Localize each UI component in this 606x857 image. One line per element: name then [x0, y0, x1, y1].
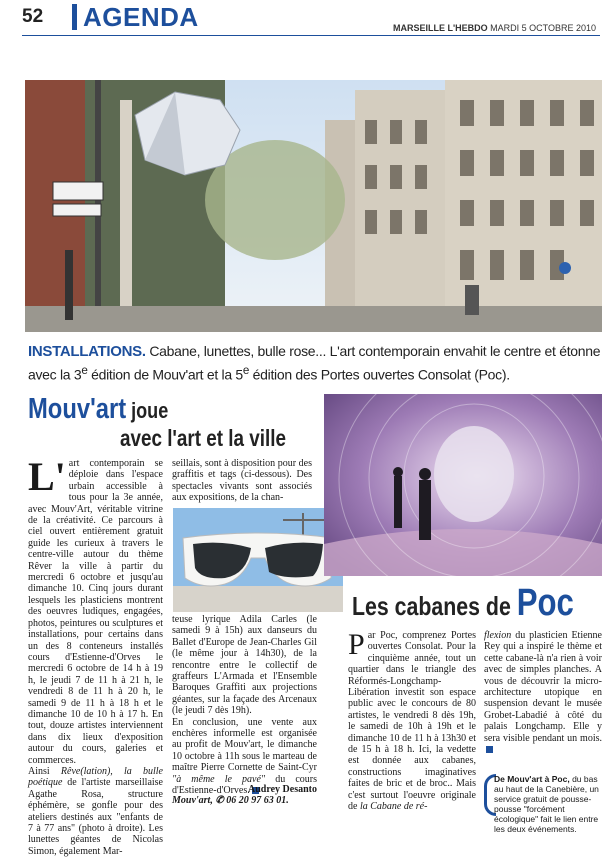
- article2-col2-text: [484, 630, 602, 755]
- bubble-installation-photo: [324, 394, 602, 576]
- publication-date: MARDI 5 OCTOBRE 2010: [490, 23, 596, 33]
- article1-col2-bottom-text: teuse lyrique Adila Carles (le samedi 9 à 15h) aux danseurs du Ballet d'Europe de Jean-Charles Gil (le même jour à 14h30), de la rencontre entre le collectif de graffeurs L'Armada et l'Ensemble Baroques Graffiti aux projections géantes, sur la façade des Arcenaux (le jeudi 7 dès 19h).: [172, 614, 317, 717]
- article1-col2-p2-a: En conclusion, une vente aux enchères informelle est organisée au profit de Mouv'art, le dimanche 10 octobre à 11h sous le marteau de maître Pierre Cornette de Saint-Cyr: [172, 716, 317, 774]
- article1-col2-top-text: seillais, sont à disposition pour des graffitis et tags (ci-dessous). Des spectacles vivants sont associés aux expositions, de la chan-: [172, 458, 312, 504]
- article1-col1-p2: [28, 766, 163, 857]
- glasses-illustration: [173, 508, 343, 612]
- page-number: 52: [22, 6, 44, 27]
- article1-column-2-bottom: [172, 614, 317, 797]
- article2-column-2: [484, 630, 602, 755]
- publication-name: MARSEILLE L'HEBDO: [392, 23, 488, 33]
- headline-mouvart: [28, 393, 168, 426]
- intro-kicker: INSTALLATIONS.: [28, 343, 146, 360]
- article2-column-1: [348, 630, 476, 813]
- section-title: AGENDA: [83, 2, 199, 32]
- article1-col1-p2-a: Ainsi: [28, 765, 61, 777]
- article1-dropcap: L': [28, 454, 66, 499]
- article1-author: Audrey Desanto: [248, 784, 317, 795]
- article1-col1-text: art contemporain se déploie dans l'espace urbain accessible à tous pour la 3e année, avec Mouv'Art, véritable vitrine de la créativité. Ce parcours à ciel ouvert entièrement gratuit guide les curieux à travers le centre-ville autour du thème Rêver la ville à partir du mercredi 6 octobre et jusqu'au dimanche 10. Cinq jours durant lesquels les plasticiens montrent des oeuvres ludiques, engagées, photos, peintures ou sculptures et installations, pour certains dans un des 8 conteneurs installés cours d'Estienne-d'Orves le mercredi 6 octobre de 14 h à 19 h, le jeudi 7 de 11 h à 21 h, le vendredi 8 de 11 h à 20 h, le samedi 9 de 11 h à 18 h et le dimanche 10 de 10 h à 17 h. En tout, douze artistes interviennent dans dix lieux d'exposition autour du cours, galeries et commerces.: [28, 458, 163, 766]
- header-rule: [22, 35, 600, 36]
- bubble-illustration: [324, 394, 602, 576]
- giant-glasses-photo: [173, 508, 343, 612]
- article1-signature: [172, 784, 317, 806]
- headline-mouvart-small: joue: [126, 398, 169, 423]
- sidebar-lead: De Mouv'art à Poc,: [494, 774, 570, 784]
- street-photo: [25, 80, 602, 332]
- article1-col2-p2-em: "à même le pavé": [172, 773, 266, 785]
- header-accent-bar: [72, 4, 77, 30]
- article2-col1-main: ar Poc, comprenez Portes ouvertes Consolat. Pour la cinquième année, tout un quartier dans le triangle des Réformés-Longchamp-Libération investit son espace public avec le concours de 80 artistes, le vendredi 8 dès 19h, le samedi de 10h à 19h et le dimanche 10 de 11 h à 13h30 et de 15 h à 18 h. Ici, la vedette est donnée aux cabanes, constructions imaginatives faites de bric et de broc.. Mais c'est surtout l'oeuvre originale de: [348, 630, 476, 813]
- intro-paragraph: [28, 342, 602, 385]
- intro-text-c: édition des Portes ouvertes Consolat (Poc).: [249, 366, 510, 383]
- sidebar-body: du bas au haut de la Canebière, un service gratuit de pousse-pousse "forcément écologique" fait le lien entre les deux événements.: [494, 774, 599, 834]
- article1-contact: Mouv'art, ✆ 06 20 97 63 01.: [172, 795, 289, 806]
- article1-col2-p2-b: du cours d'Estienne-d'Orves.: [172, 773, 317, 797]
- article1-column-1: [28, 454, 163, 857]
- article1-col1-p2-em: Rêve(lation), la bulle poétique: [28, 765, 163, 789]
- publication-line: [393, 23, 596, 33]
- article2-col1-em: la Cabane de ré-: [359, 801, 428, 813]
- intro-sup-2: e: [242, 364, 250, 377]
- intro-sup-1: e: [81, 364, 88, 377]
- headline-poc: [352, 582, 574, 625]
- headline-mouvart-big: Mouv'art: [28, 393, 127, 425]
- article2-dropcap: P: [348, 628, 365, 661]
- sidebar-text: [494, 774, 604, 834]
- pousse-pousse-sidebar: [484, 772, 604, 834]
- headline-mouvart-line2: avec l'art et la ville: [120, 425, 286, 451]
- page-header: [0, 0, 606, 40]
- intro-text-a: Cabane, lunettes, bulle rose... L'art contemporain envahit le centre et étonne avec la 3: [28, 343, 601, 383]
- article2-col1-text: [348, 630, 476, 813]
- article1-col1-p2-b: de l'artiste marseillaise Agathe Rosa, structure éphémère, se gonfle pour des ateliers destinés aux "enfants de 7 à 77 ans" (photo à droite). Les lunettes géantes de Nicolas Simon, également Mar-: [28, 777, 163, 857]
- article1-column-2-top: [172, 458, 312, 504]
- end-square-icon: [486, 746, 493, 753]
- headline-poc-a: Les cabanes de: [352, 591, 517, 621]
- article2-col2-main: du plasticien Etienne Rey qui a inspiré le thème et cette cabane-là n'a rien à voir avec de simples planches. A vous de découvrir la micro-architecture utopique en suspension devant le musée Grobet-Labadié à côté du palais Longchamp. Elle y sera visible pendant un mois.: [484, 630, 602, 744]
- intro-text-b: édition de Mouv'art et la 5: [87, 366, 243, 383]
- street-illustration: [25, 80, 602, 332]
- article2-col2-em: flexion: [484, 630, 512, 641]
- headline-poc-b: Poc: [516, 582, 574, 624]
